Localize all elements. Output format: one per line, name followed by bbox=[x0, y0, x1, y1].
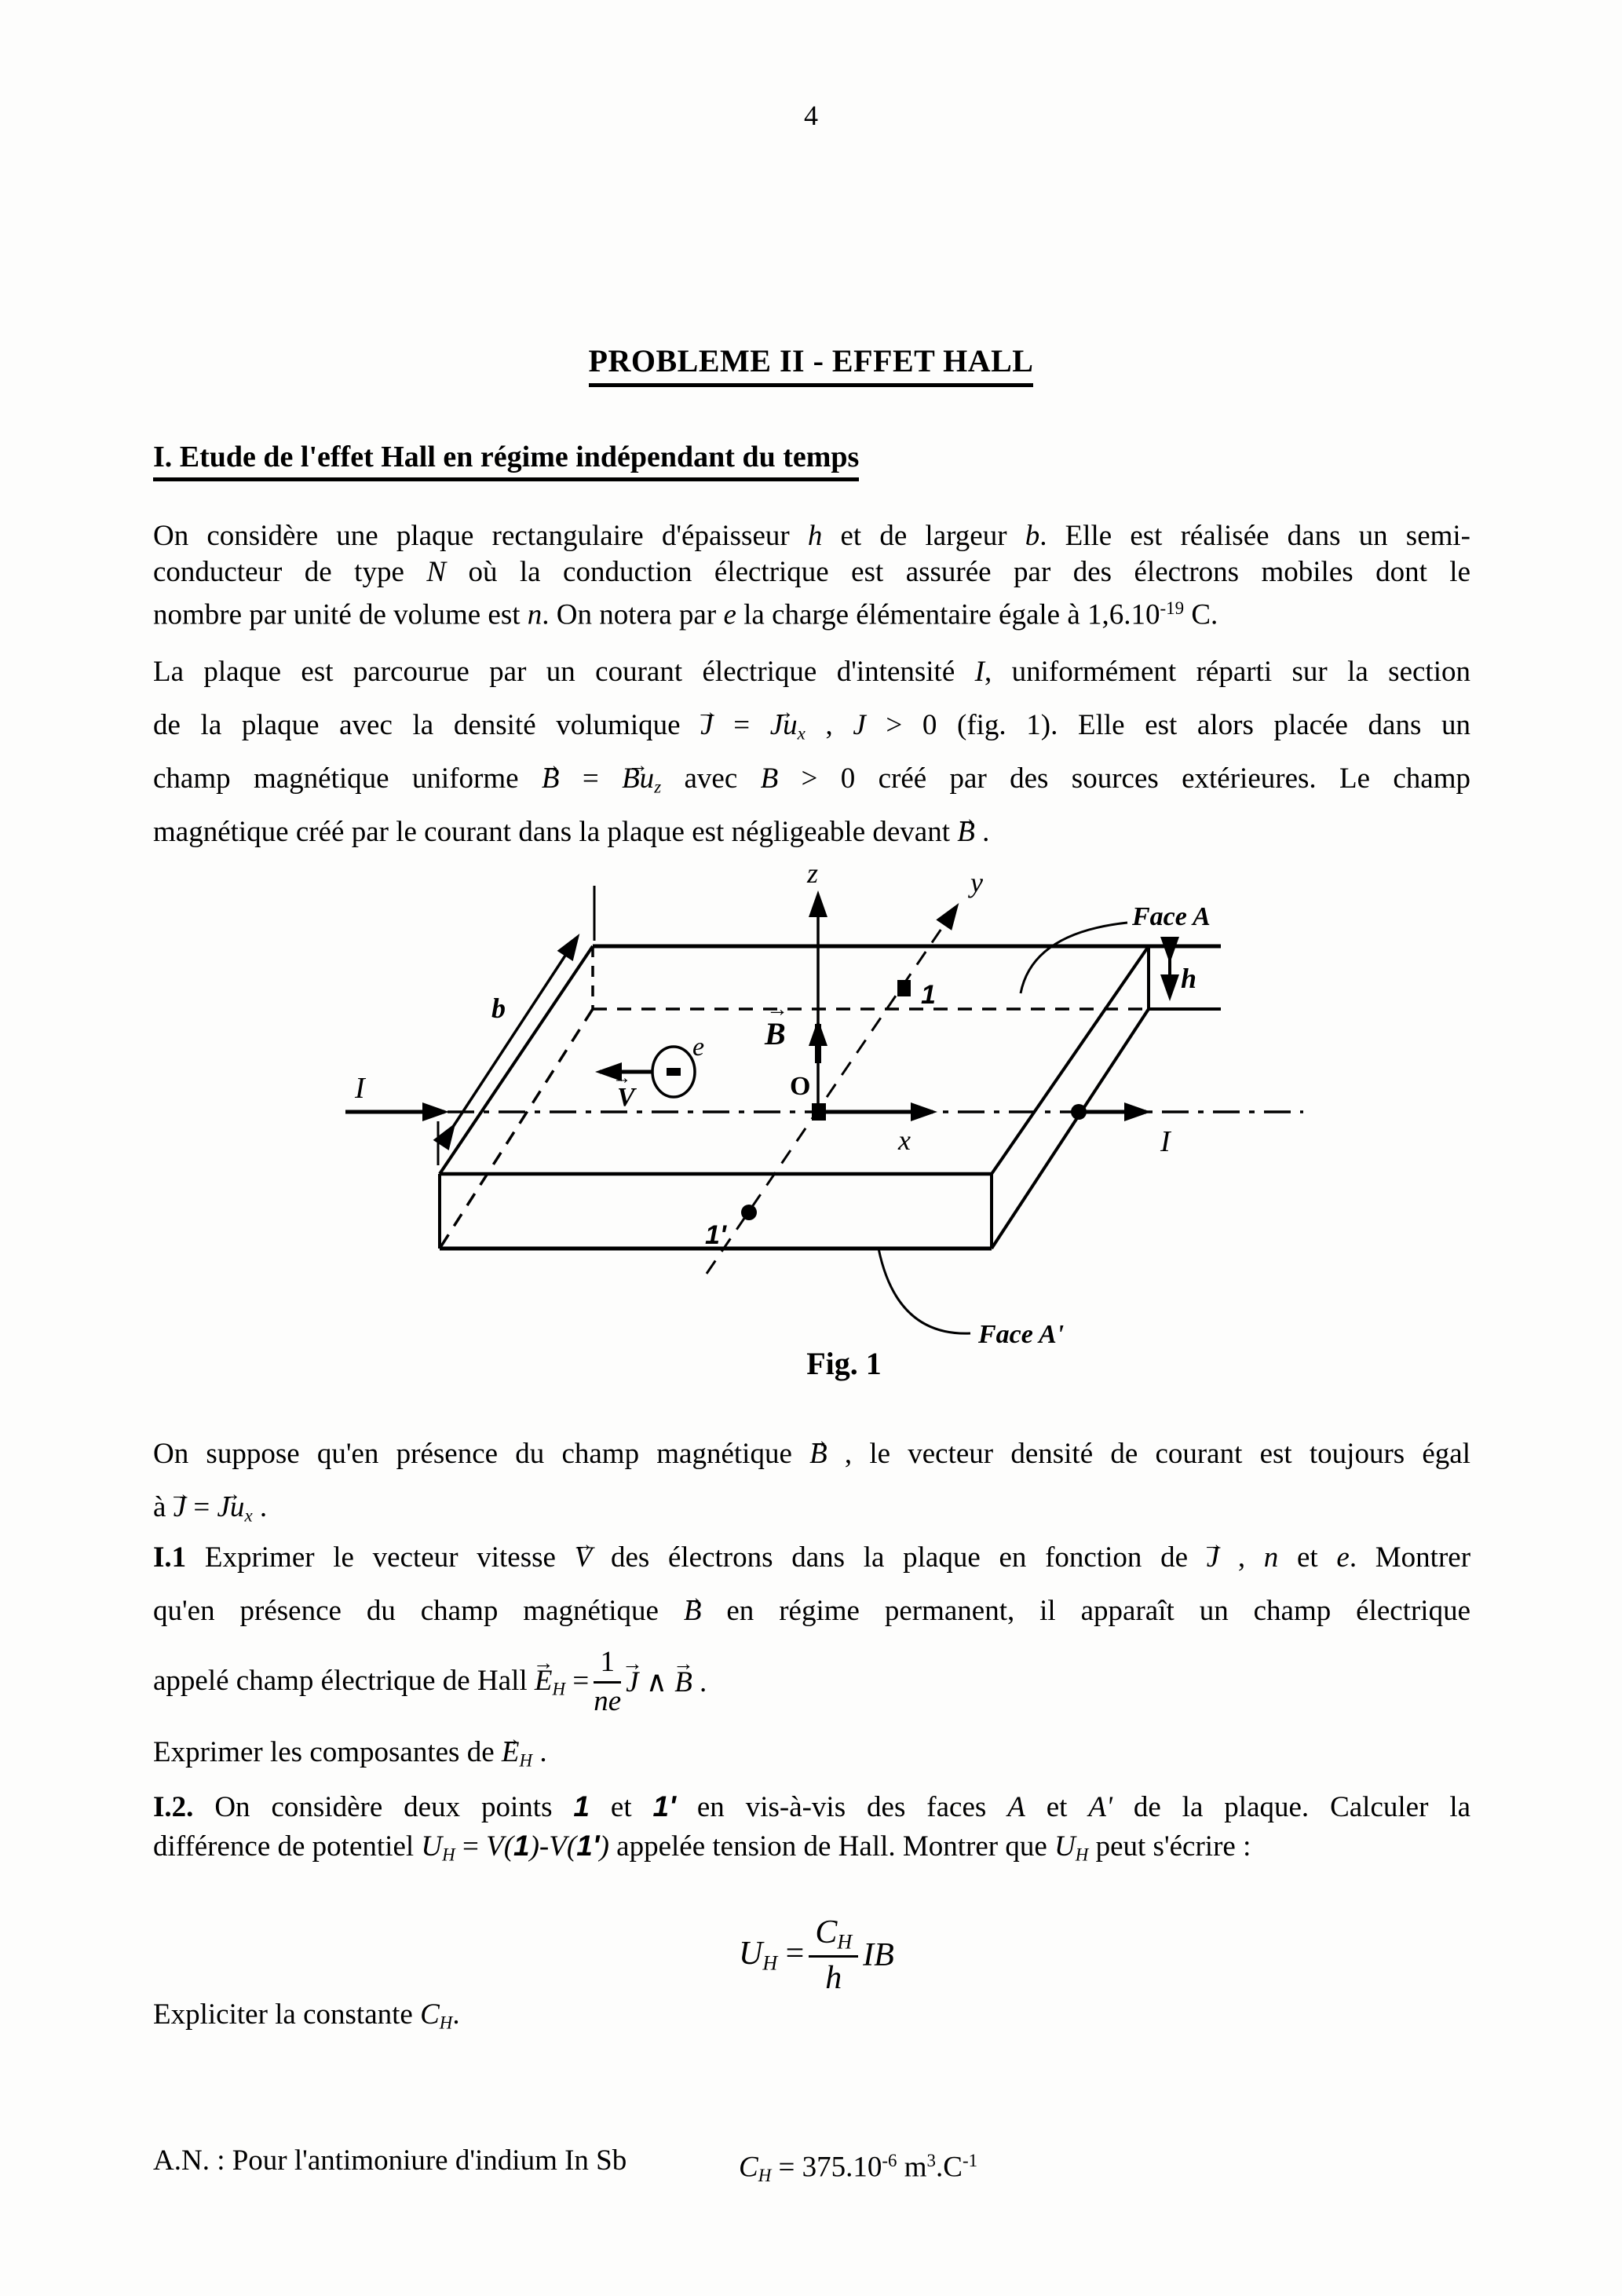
paragraph-line: I.2. On considère deux points 1 et 1' en vis-à-vis des faces A et A' de la plaque. Calculer la bbox=[153, 1790, 1471, 1823]
origin-label: O bbox=[790, 1072, 811, 1101]
formula-text: appelé champ électrique de Hall E →H = bbox=[153, 1664, 589, 1699]
leader-lines bbox=[879, 923, 1127, 1333]
velocity-overarrow-icon: → bbox=[612, 1068, 631, 1088]
current-in-label: I bbox=[355, 1072, 365, 1105]
fraction-numerator: CH bbox=[809, 1915, 858, 1958]
fraction bbox=[594, 1647, 621, 1717]
paragraph-line: différence de potentiel UH = V(1)-V(1') appelée tension de Hall. Montrer que UH peut s'écrire : bbox=[153, 1830, 1251, 1865]
electron-minus-sign bbox=[667, 1068, 681, 1076]
fraction bbox=[809, 1915, 858, 1996]
question-1 bbox=[153, 1531, 1470, 1779]
point-1-marker bbox=[897, 980, 911, 996]
y-axis-arrow bbox=[707, 907, 956, 1274]
paragraph-line: magnétique créé par le courant dans la plaque est négligeable devant B → . bbox=[153, 806, 1470, 859]
electron-label: e bbox=[692, 1033, 705, 1062]
numeric-application-label: A.N. : Pour l'antimoniure d'indium In Sb bbox=[153, 2144, 627, 2177]
axes bbox=[345, 895, 1303, 1274]
paragraph-line: conducteur de type N où la conduction électrique est assurée par des électrons mobiles dont le bbox=[153, 556, 1471, 588]
dimension-lines bbox=[438, 886, 1170, 1165]
fraction-denominator: ne bbox=[594, 1684, 622, 1717]
fraction-numerator: 1 bbox=[594, 1647, 621, 1684]
face-a-leader bbox=[1021, 923, 1127, 993]
numeric-application-value: CH = $375.10^{-6}$ $m^3.C^{-1}$ bbox=[739, 2151, 978, 2186]
figure-caption: Fig. 1 bbox=[806, 1346, 882, 1381]
z-axis-label: z bbox=[807, 857, 819, 889]
x-axis-label: x bbox=[898, 1124, 911, 1156]
y-axis-label: y bbox=[970, 867, 983, 898]
paragraph-line: nombre par unité de volume est n. On notera par e la charge élémentaire égale à $1,6.10^{-19}$ C. bbox=[153, 598, 1218, 631]
hall-field-formula-line bbox=[153, 1638, 1470, 1726]
face-a-prime-leader bbox=[879, 1249, 970, 1333]
width-b-label: b bbox=[491, 993, 506, 1024]
formula-text: J → ∧ B → . bbox=[626, 1665, 707, 1699]
page-title: PROBLEME II - EFFET HALL bbox=[589, 342, 1034, 387]
explicit-constant-line bbox=[153, 1994, 1470, 2035]
b-dimension-arrow bbox=[453, 938, 577, 1127]
formula-text: UH = bbox=[739, 1936, 805, 1975]
hall-effect-figure bbox=[298, 848, 1358, 1398]
face-a-label: Face A bbox=[1132, 902, 1211, 931]
face-a-prime-label: Face A' bbox=[978, 1320, 1065, 1349]
paragraph-line: champ magnétique uniforme B → = Bu →z avec B > 0 créé par des sources extérieures. Le champ bbox=[153, 752, 1470, 806]
intro-paragraph-a bbox=[153, 518, 1471, 631]
fraction-denominator: h bbox=[825, 1960, 842, 1997]
thickness-h-label: h bbox=[1181, 963, 1197, 994]
paragraph-line: Exprimer les composantes de E →H . bbox=[153, 1726, 1470, 1779]
paragraph-line: On considère une plaque rectangulaire d'épaisseur h et de largeur b. Elle est réalisée dans un semi- bbox=[153, 520, 1470, 552]
page-number: 4 bbox=[804, 100, 818, 131]
current-exit-dot bbox=[1071, 1104, 1087, 1120]
formula-text: IB bbox=[863, 1937, 894, 1973]
velocity-label: V bbox=[617, 1083, 635, 1112]
point-1-prime-marker bbox=[741, 1205, 757, 1220]
origin-marker bbox=[812, 1103, 826, 1121]
paragraph-line: Expliciter la constante CH. bbox=[153, 1998, 460, 2033]
paragraph-line: I.1 Exprimer le vecteur vitesse V → des électrons dans la plaque en fonction de J → , n et e. Montrer bbox=[153, 1531, 1470, 1585]
figure-points bbox=[652, 980, 1087, 1220]
numeric-application-line bbox=[0, 2137, 1622, 2192]
question-2 bbox=[153, 1787, 1470, 1866]
b-field-overarrow-icon: → bbox=[766, 997, 788, 1022]
current-out-label: I bbox=[1160, 1125, 1171, 1158]
b-field-label: B bbox=[765, 1016, 786, 1051]
paragraph-line: La plaque est parcourue par un courant électrique d'intensité I, uniformément réparti sur la section bbox=[153, 656, 1470, 688]
paragraph-line: de la plaque avec la densité volumique J → = Ju →x , J > 0 (fig. 1). Elle est alors placée dans un bbox=[153, 699, 1470, 752]
title-row bbox=[0, 342, 1622, 387]
paragraph-line: qu'en présence du champ magnétique B → en régime permanent, il apparaît un champ électrique bbox=[153, 1585, 1470, 1638]
point-1-label: 1 bbox=[921, 980, 936, 1010]
hall-voltage-formula bbox=[739, 1900, 894, 2010]
intro-paragraph-b bbox=[153, 645, 1470, 859]
after-figure-paragraph bbox=[153, 1428, 1470, 1534]
paragraph-line: On suppose qu'en présence du champ magnétique B → , le vecteur densité de courant est toujours égal bbox=[153, 1428, 1470, 1481]
section-heading: I. Etude de l'effet Hall en régime indépendant du temps bbox=[153, 440, 859, 481]
section-heading-row bbox=[153, 440, 859, 481]
point-1-prime-label: 1' bbox=[705, 1220, 726, 1250]
plate-outline bbox=[440, 946, 1221, 1249]
paragraph-line: à J → = Ju →x . bbox=[153, 1481, 1470, 1534]
